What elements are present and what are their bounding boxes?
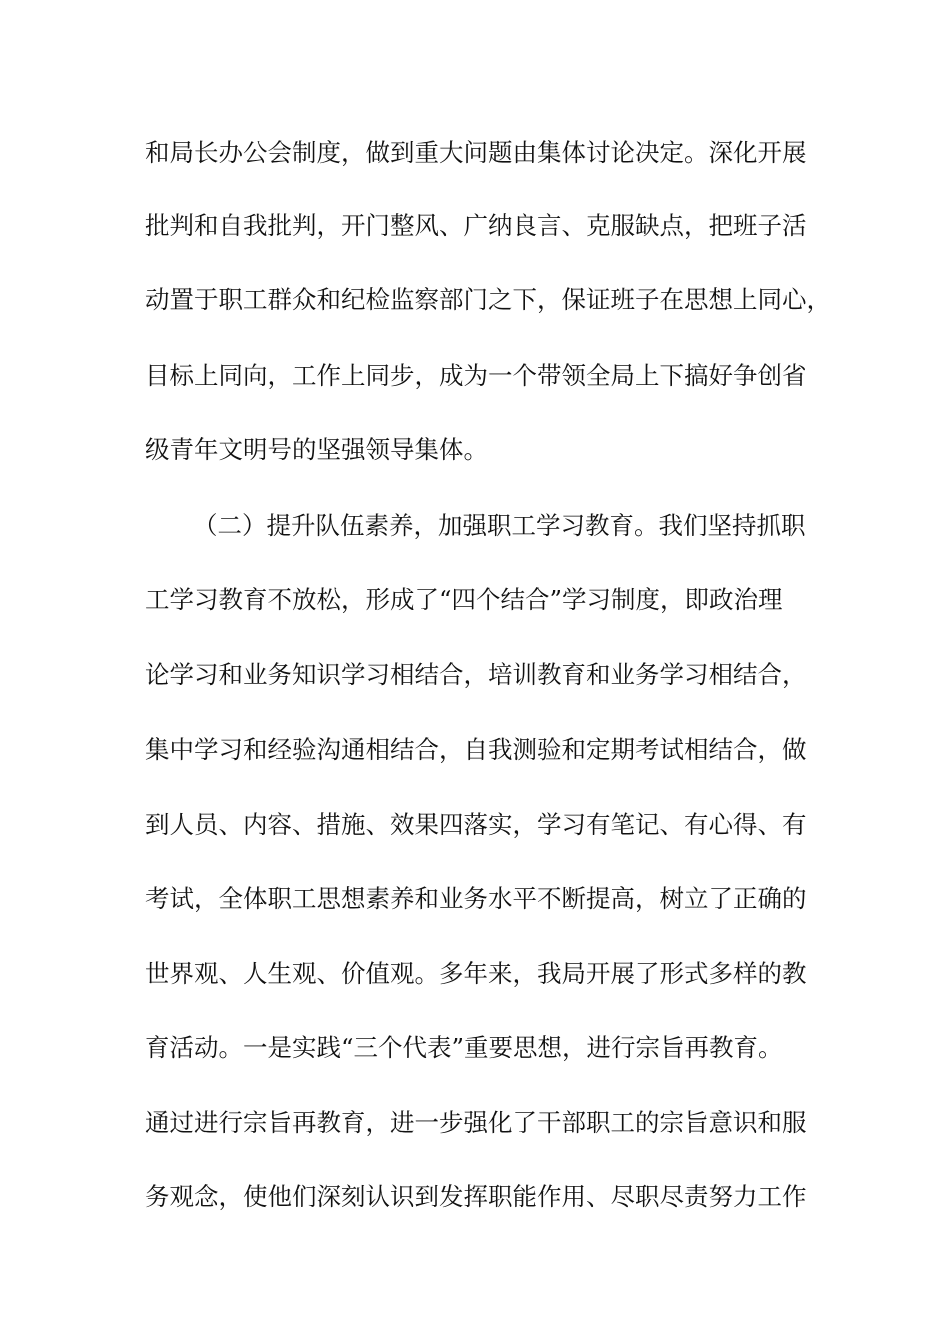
- text-line-4: 目标上同向，工作上同步，成为一个带领全局上下搞好争创省: [145, 361, 807, 390]
- section-heading-line: （二）提升队伍素养，加强职工学习教育。我们坚持抓职: [193, 511, 806, 540]
- text-line-1: 和局长办公会制度，做到重大问题由集体讨论决定。深化开展: [145, 138, 807, 167]
- text-line-10: 到人员、内容、措施、效果四落实，学习有笔记、有心得、有: [145, 810, 807, 839]
- text-line-7: 工学习教育不放松，形成了“四个结合”学习制度，即政治理: [145, 585, 783, 614]
- text-line-8: 论学习和业务知识学习相结合，培训教育和业务学习相结合，: [145, 660, 807, 689]
- text-line-5: 级青年文明号的坚强领导集体。: [145, 435, 488, 464]
- text-line-13: 育活动。一是实践“三个代表”重要思想，进行宗旨再教育。: [145, 1033, 783, 1062]
- text-line-14: 通过进行宗旨再教育，进一步强化了干部职工的宗旨意识和服: [145, 1108, 807, 1137]
- text-line-12: 世界观、人生观、价值观。多年来，我局开展了形式多样的教: [145, 959, 807, 988]
- text-line-2: 批判和自我批判，开门整风、广纳良言、克服缺点，把班子活: [145, 211, 807, 240]
- text-line-11: 考试，全体职工思想素养和业务水平不断提高，树立了正确的: [145, 884, 807, 913]
- text-line-9: 集中学习和经验沟通相结合，自我测验和定期考试相结合，做: [145, 735, 807, 764]
- text-line-3: 动置于职工群众和纪检监察部门之下，保证班子在思想上同心，: [145, 285, 831, 314]
- text-line-15: 务观念，使他们深刻认识到发挥职能作用、尽职尽责努力工作: [145, 1182, 807, 1211]
